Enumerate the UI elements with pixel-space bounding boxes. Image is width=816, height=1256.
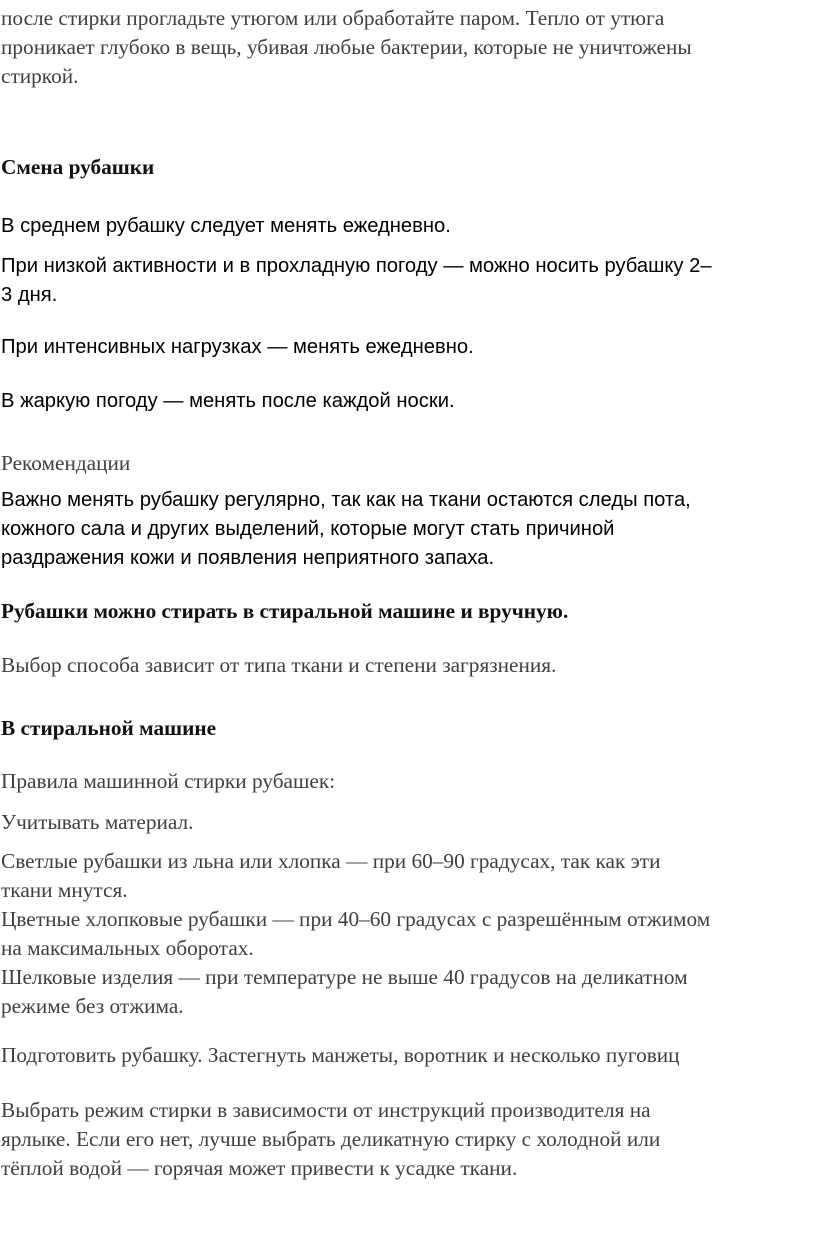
intro-paragraph	[1, 4, 816, 91]
text-line: режиме без отжима.	[1, 994, 184, 1018]
text-line: При низкой активности и в прохладную погоду — можно носить рубашку 2–	[1, 255, 712, 277]
text-line: ярлыке. Если его нет, лучше выбрать деликатную стирку с холодной или	[1, 1127, 661, 1151]
material-paragraph: Учитывать материал.	[1, 810, 194, 834]
text-line: Цветные хлопковые рубашки — при 40–60 градусах с разрешённым отжимом	[1, 907, 711, 931]
text-line: раздражения кожи и появления неприятного запаха.	[1, 547, 495, 569]
text-line: Шелковые изделия — при температуре не выше 40 градусов на деликатном	[1, 965, 688, 989]
text-line: Важно менять рубашку регулярно, так как на ткани остаются следы пота,	[1, 489, 691, 511]
low-activity-paragraph	[1, 252, 816, 310]
heading-washing-machine: В стиральной машине	[1, 716, 217, 740]
heading-shirt-change: Смена рубашки	[1, 155, 155, 179]
text-line: проникает глубоко в вещь, убивая любые бактерии, которые не уничтожены	[1, 35, 692, 59]
intensive-paragraph: При интенсивных нагрузках — менять ежедневно.	[1, 336, 474, 358]
wash-mode-paragraph	[1, 1096, 816, 1183]
text-line: после стирки прогладьте утюгом или обработайте паром. Тепло от утюга	[1, 6, 665, 30]
rules-paragraph: Правила машинной стирки рубашек:	[1, 769, 336, 793]
daily-paragraph: В среднем рубашку следует менять ежедневно.	[1, 215, 451, 237]
text-line: Выбрать режим стирки в зависимости от инструкций производителя на	[1, 1098, 651, 1122]
materials-list	[1, 847, 816, 1021]
text-line: на максимальных оборотах.	[1, 936, 254, 960]
text-line: ткани мнутся.	[1, 878, 128, 902]
text-line: стиркой.	[1, 64, 79, 88]
important-paragraph	[1, 486, 816, 573]
hot-weather-paragraph: В жаркую погоду — менять после каждой носки.	[1, 390, 455, 412]
prepare-paragraph: Подготовить рубашку. Застегнуть манжеты, воротник и несколько пуговиц	[1, 1043, 680, 1067]
heading-washing-methods: Рубашки можно стирать в стиральной машине и вручную.	[1, 599, 569, 623]
text-line: тёплой водой — горячая может привести к усадке ткани.	[1, 1156, 518, 1180]
text-line: кожного сала и других выделений, которые могут стать причиной	[1, 518, 615, 540]
text-line: Светлые рубашки из льна или хлопка — при 60–90 градусах, так как эти	[1, 849, 661, 873]
text-line: 3 дня.	[1, 284, 58, 306]
choice-paragraph: Выбор способа зависит от типа ткани и степени загрязнения.	[1, 653, 557, 677]
recommendations-label: Рекомендации	[1, 451, 131, 475]
